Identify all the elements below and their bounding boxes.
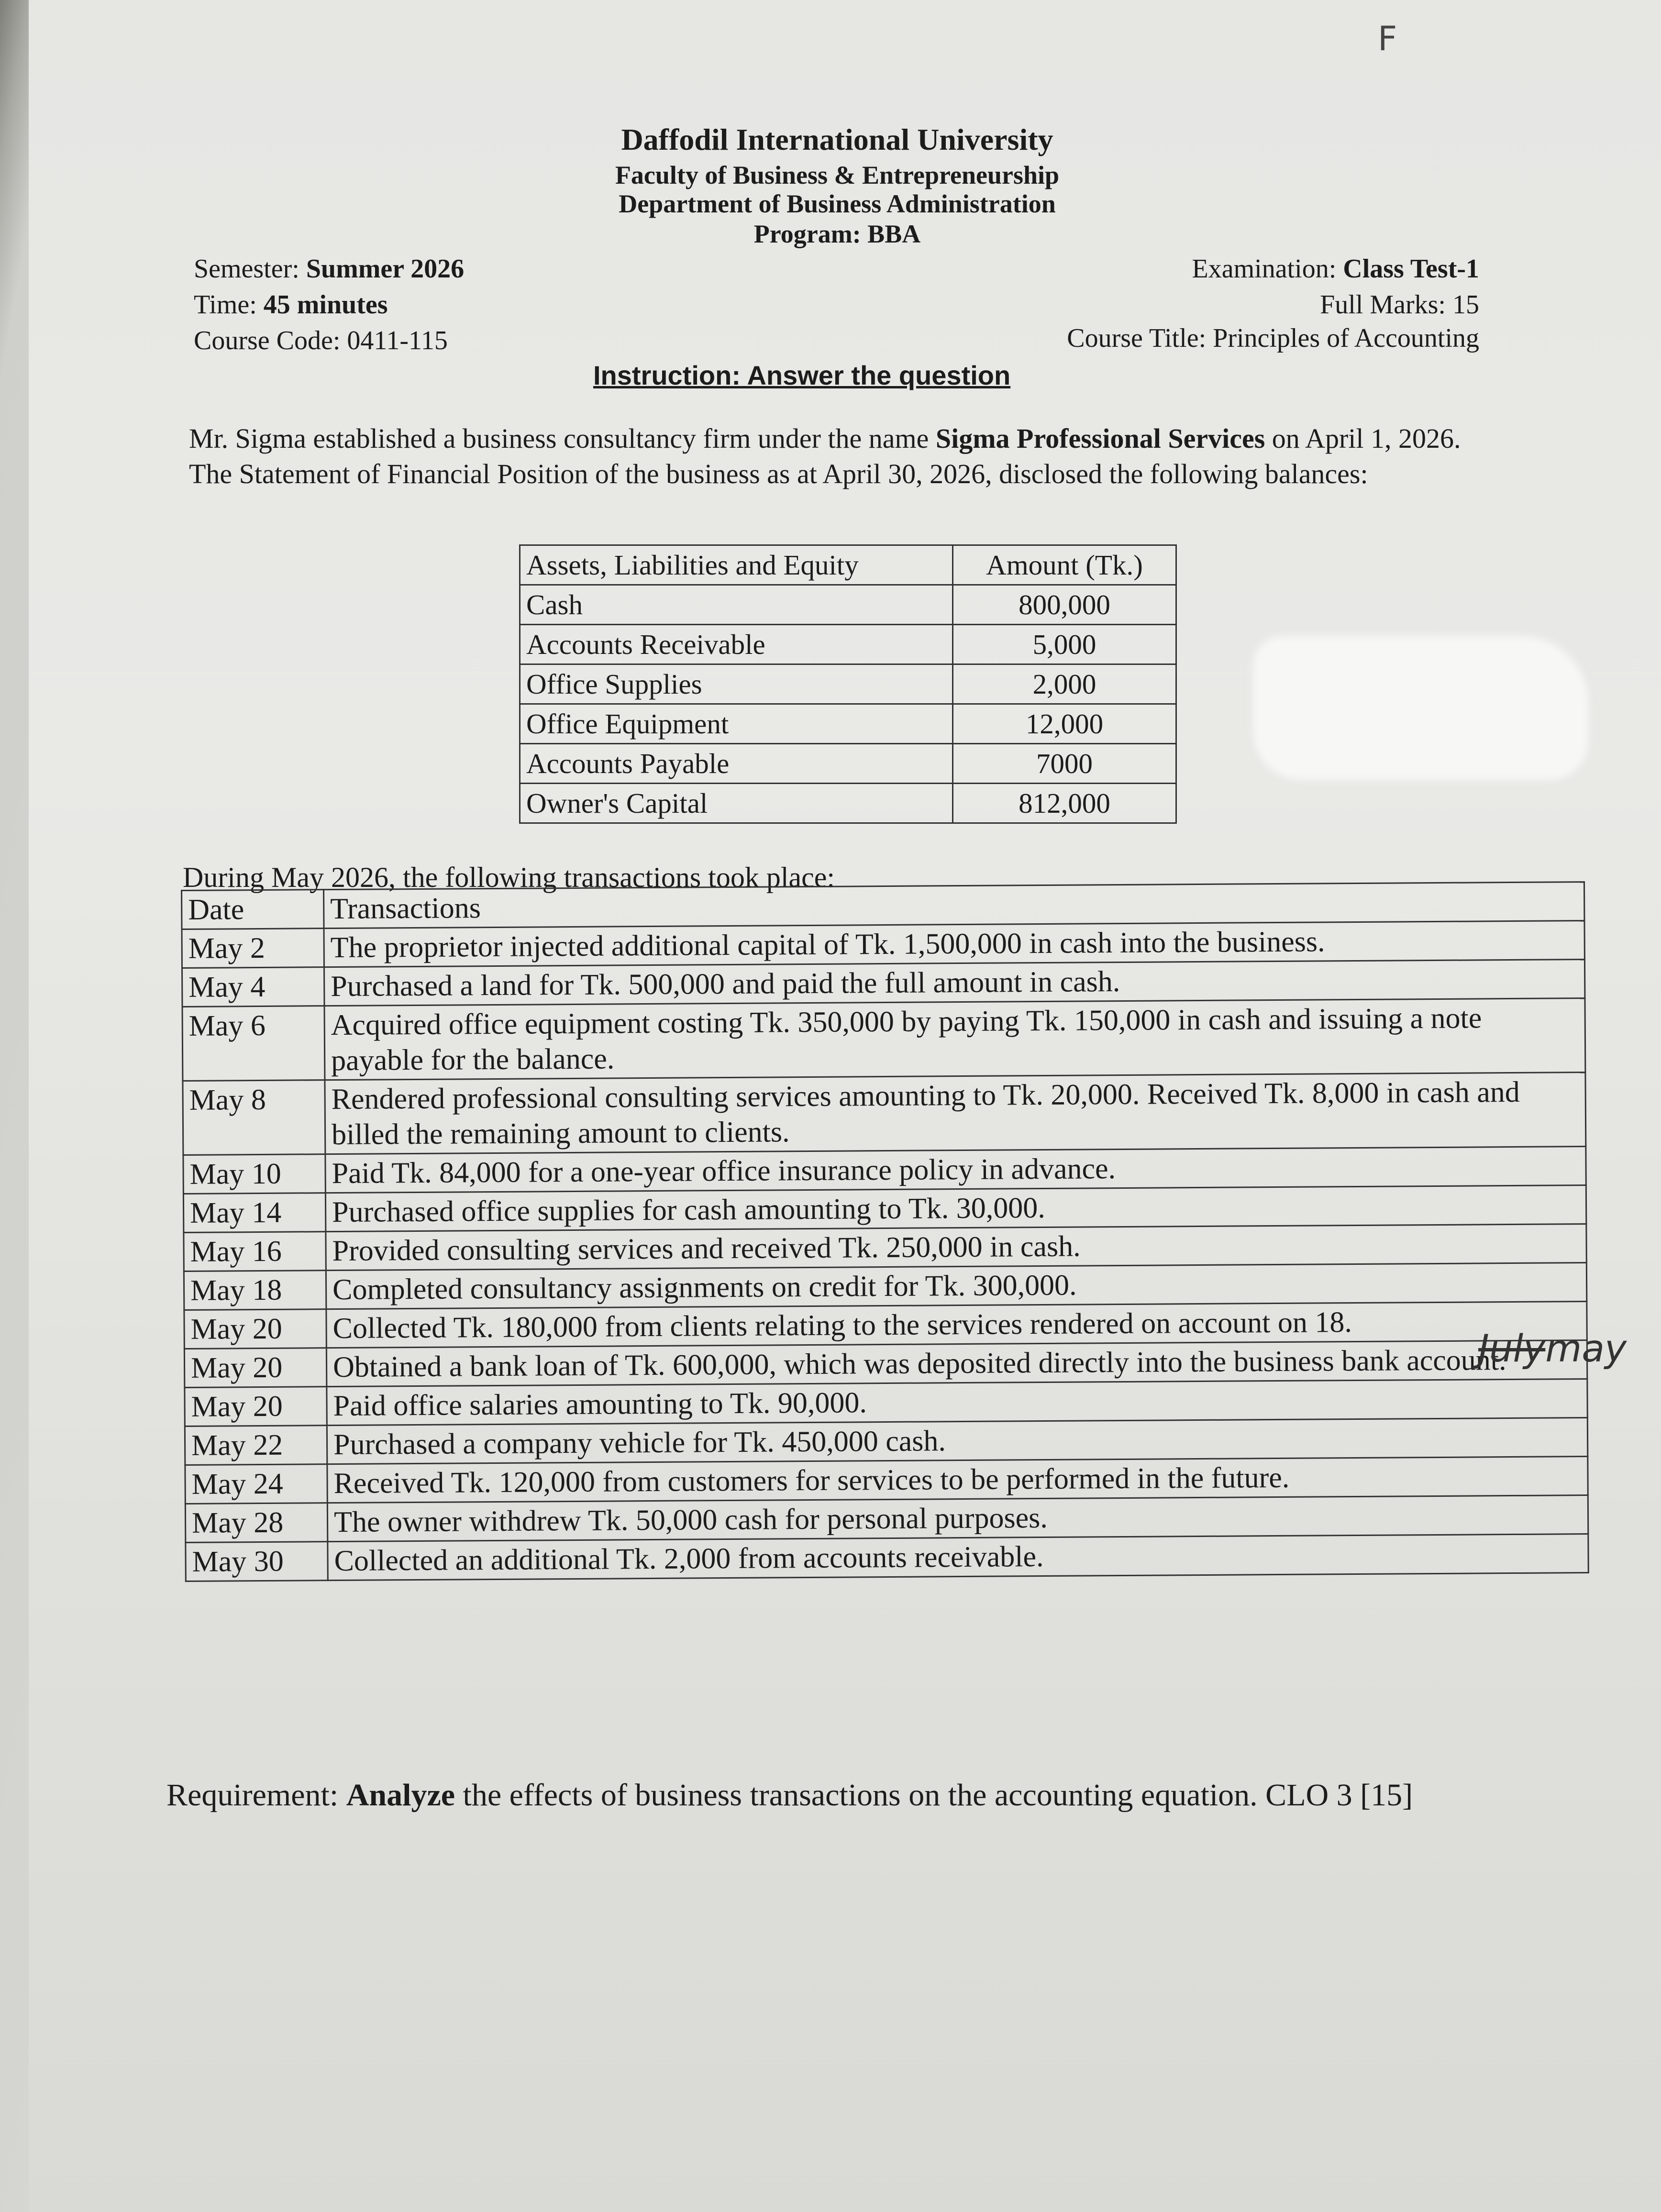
instruction: Instruction: Answer the question — [593, 360, 1011, 390]
transactions-intro: During May 2026, the following transactions took place: — [183, 862, 835, 893]
replacement-word: may — [1545, 1327, 1627, 1371]
transaction-date: May 16 — [184, 1232, 326, 1272]
transaction-date: May 10 — [183, 1154, 325, 1194]
balance-row — [520, 585, 1176, 625]
balance-item: Office Supplies — [520, 664, 953, 704]
transactions-header-text: Transactions — [324, 882, 1584, 929]
faculty-name: Faculty of Business & Entrepreneurship — [615, 161, 1060, 189]
balance-row — [520, 704, 1176, 744]
transaction-date: May 2 — [182, 929, 324, 968]
balance-amount: 2,000 — [953, 664, 1176, 704]
balance-amount: 812,000 — [953, 784, 1176, 823]
intro-paragraph: Mr. Sigma established a business consultancy firm under the name Sigma Professional Services on April 1, 2026. The Statement of Financial Position of the business as at April 30, 2026, disclosed the following balances: — [189, 423, 1461, 489]
department-name: Department of Business Administration — [619, 189, 1056, 218]
balance-item: Owner's Capital — [520, 784, 953, 823]
balance-item: Cash — [520, 585, 953, 625]
transaction-date: May 6 — [182, 1006, 325, 1081]
course-code: Course Code: 0411-115 — [194, 326, 448, 355]
transaction-date: May 8 — [183, 1080, 325, 1155]
full-marks: Full Marks: 15 — [1320, 290, 1479, 320]
balance-row — [520, 784, 1176, 823]
transaction-date: May 30 — [186, 1542, 328, 1582]
transaction-text: The proprietor injected additional capital of Tk. 1,500,000 in cash into the business. — [324, 921, 1584, 967]
balance-row — [520, 625, 1176, 664]
transaction-date: May 4 — [182, 967, 324, 1007]
balance-amount: 7000 — [953, 744, 1176, 784]
transaction-text: Provided consulting services and received Tk. 250,000 in cash. — [326, 1224, 1586, 1271]
transactions-table — [181, 881, 1589, 1582]
transaction-text: Purchased office supplies for cash amounting to Tk. 30,000. — [325, 1185, 1586, 1232]
requirement: Requirement: Analyze the effects of business transactions on the accounting equation. CLO 3 [15] — [166, 1778, 1413, 1813]
balance-header-row — [520, 545, 1176, 585]
transaction-date: May 20 — [184, 1348, 326, 1388]
examination: Examination: Class Test-1 — [1192, 254, 1479, 284]
balance-item: Accounts Receivable — [520, 625, 953, 664]
transaction-text: Acquired office equipment costing Tk. 350,000 by paying Tk. 150,000 in cash and issuing a note payable for the balance. — [324, 998, 1585, 1080]
balance-amount: 800,000 — [953, 585, 1176, 625]
transaction-text: Purchased a land for Tk. 500,000 and paid the full amount in cash. — [324, 960, 1584, 1006]
transaction-text: Collected an additional Tk. 2,000 from accounts receivable. — [328, 1534, 1588, 1581]
balance-row — [520, 664, 1176, 704]
transaction-text: Paid office salaries amounting to Tk. 90,000. — [327, 1379, 1587, 1426]
program-name: Program: BBA — [753, 220, 921, 248]
transaction-date: May 28 — [185, 1503, 327, 1543]
course-title: Course Title: Principles of Accounting — [1067, 323, 1479, 353]
transaction-text: Rendered professional consulting services amounting to Tk. 20,000. Received Tk. 8,000 in cash and billed the remaining amount to clients. — [325, 1073, 1586, 1154]
transaction-date: May 24 — [185, 1464, 327, 1504]
struck-word: July — [1478, 1327, 1546, 1371]
handwritten-correction — [1478, 1327, 1627, 1371]
transaction-row — [183, 1073, 1586, 1155]
balance-item: Accounts Payable — [520, 744, 953, 784]
transaction-text: Paid Tk. 84,000 for a one-year office insurance policy in advance. — [325, 1147, 1586, 1193]
semester: Semester: Summer 2026 — [194, 254, 465, 284]
balance-header-item: Assets, Liabilities and Equity — [520, 545, 953, 585]
transaction-text: Completed consultancy assignments on credit for Tk. 300,000. — [326, 1263, 1586, 1309]
university-name: Daffodil International University — [621, 122, 1053, 156]
time: Time: 45 minutes — [194, 290, 388, 320]
redaction-mark — [1253, 636, 1588, 780]
balance-header-amount: Amount (Tk.) — [953, 545, 1176, 585]
transaction-text: Received Tk. 120,000 from customers for services to be performed in the future. — [327, 1457, 1588, 1503]
transaction-row — [186, 1534, 1588, 1582]
transaction-date: May 20 — [185, 1387, 327, 1427]
balance-amount: 5,000 — [953, 625, 1176, 664]
transaction-text: The owner withdrew Tk. 50,000 cash for personal purposes. — [327, 1495, 1588, 1542]
transaction-row — [182, 998, 1585, 1081]
balance-amount: 12,000 — [953, 704, 1176, 744]
transaction-text: Collected Tk. 180,000 from clients relating to the services rendered on account on 18. — [326, 1302, 1587, 1348]
transaction-date: May 18 — [184, 1271, 326, 1310]
transaction-date: May 22 — [185, 1426, 327, 1465]
transaction-text: Obtained a bank loan of Tk. 600,000, which was deposited directly into the business bank account. — [326, 1340, 1587, 1387]
transaction-date: May 20 — [184, 1309, 326, 1349]
balance-item: Office Equipment — [520, 704, 953, 744]
transaction-text: Purchased a company vehicle for Tk. 450,000 cash. — [327, 1418, 1587, 1464]
transactions-header-date: Date — [182, 890, 324, 929]
corner-mark: F — [1378, 19, 1397, 58]
balance-row — [520, 744, 1176, 784]
transaction-date: May 14 — [183, 1193, 325, 1233]
balance-table — [519, 544, 1177, 824]
